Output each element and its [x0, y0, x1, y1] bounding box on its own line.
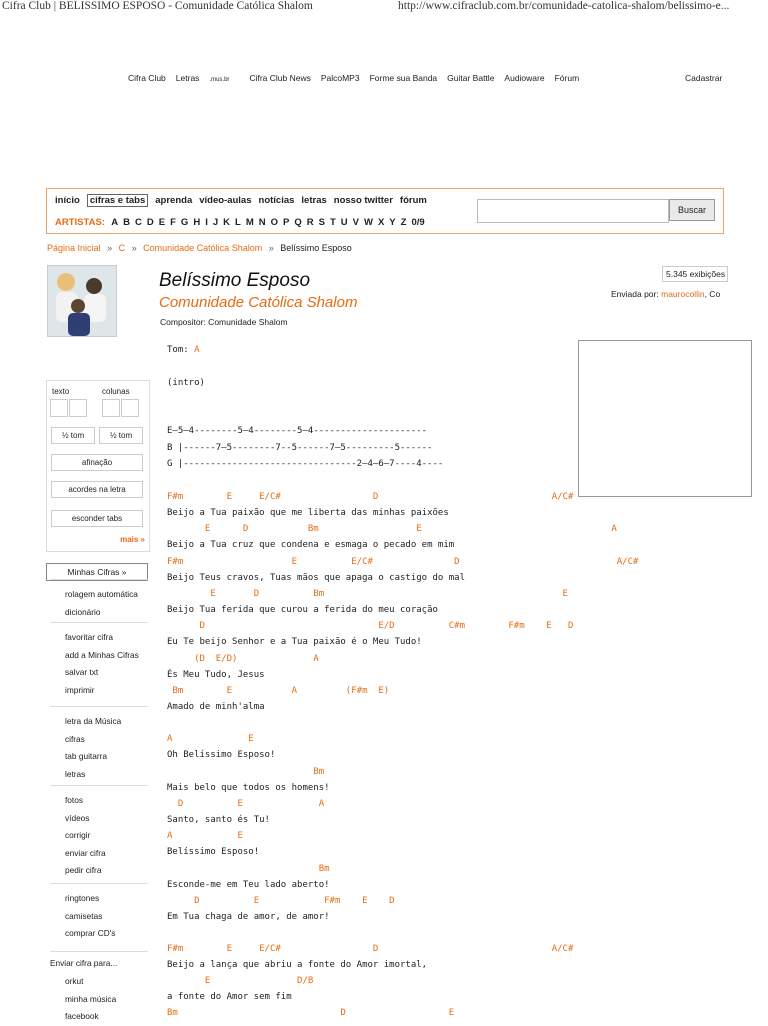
half-tone-up-button[interactable]: ½ tom: [99, 427, 143, 444]
side-menu-item[interactable]: salvar txt: [65, 667, 99, 678]
chord-line[interactable]: D E F#m E D: [167, 896, 395, 906]
top-nav-cifraclub[interactable]: Cifra Club: [128, 73, 166, 83]
one-column-button[interactable]: [102, 399, 120, 417]
artist-photo-image: [48, 266, 116, 336]
chord-line[interactable]: F#m E E/C# D A/C#: [167, 944, 574, 954]
side-menu-divider: [50, 706, 148, 707]
search-input[interactable]: [477, 199, 669, 223]
side-menu-divider: [50, 951, 148, 952]
top-nav-forme-banda[interactable]: Forme sua Banda: [369, 73, 438, 83]
side-menu-item[interactable]: letras: [65, 768, 86, 779]
chord-line[interactable]: Bm D E: [167, 1008, 455, 1018]
text-bigger-button[interactable]: [69, 399, 87, 417]
lyric-line: Em Tua chaga de amor, de amor!: [167, 912, 330, 922]
breadcrumb-letter[interactable]: C: [118, 243, 126, 253]
enviar-para-list: [65, 973, 116, 1026]
sent-by-user[interactable]: maurocollin: [661, 289, 705, 299]
lyric-line: Beijo a Tua cruz que condena e esmaga o pecado em mim: [167, 540, 455, 550]
top-nav-forum[interactable]: Fórum: [554, 73, 580, 83]
print-header: [0, 0, 768, 16]
tab-line-g: G |--------------------------------2—4—6—7----4----: [167, 459, 444, 469]
side-menu-group: [65, 792, 106, 880]
artist-letter-link[interactable]: A: [111, 217, 119, 228]
top-nav-audioware[interactable]: Audioware: [504, 73, 545, 83]
chord-line[interactable]: D E A: [167, 799, 325, 809]
side-menu-item[interactable]: cifras: [65, 733, 85, 744]
cadastrar-link[interactable]: Cadastrar: [685, 73, 723, 83]
side-menu-item[interactable]: pedir cifra: [65, 865, 102, 876]
artist-letter-link[interactable]: Z: [400, 217, 407, 228]
nav-letras[interactable]: letras: [301, 195, 327, 206]
breadcrumb-separator: »: [268, 243, 274, 253]
chord-line[interactable]: E D Bm E: [167, 589, 568, 599]
tom-label: Tom:: [167, 345, 195, 355]
chord-line[interactable]: F#m E E/C# D A/C#: [167, 492, 574, 502]
artist-letter-link[interactable]: V: [352, 217, 359, 228]
top-nav-letras[interactable]: [176, 73, 240, 83]
chord-line[interactable]: E D/B: [167, 976, 314, 986]
side-menu-item[interactable]: dicionário: [65, 606, 101, 617]
tom-value[interactable]: A: [194, 345, 200, 355]
half-tone-down-button[interactable]: ½ tom: [51, 427, 95, 444]
artist-letter-link[interactable]: W: [363, 217, 373, 228]
artist-letter-link[interactable]: J: [212, 217, 219, 228]
artist-letter-link[interactable]: O: [270, 217, 278, 228]
top-nav: [128, 73, 589, 83]
nav-video-aulas[interactable]: vídeo-aulas: [199, 195, 252, 206]
nav-aprenda[interactable]: aprenda: [155, 195, 193, 206]
artist-name[interactable]: Comunidade Católica Shalom: [159, 294, 358, 311]
chord-line[interactable]: A E: [167, 831, 243, 841]
side-menu-group: [65, 713, 121, 783]
side-menu-item[interactable]: imprimir: [65, 684, 95, 695]
breadcrumb-separator: »: [131, 243, 137, 253]
sent-by-extra: , Co: [704, 289, 721, 299]
nav-inicio[interactable]: início: [55, 195, 80, 206]
nav-cifras-tabs[interactable]: cifras e tabs: [87, 194, 148, 207]
lyric-line: És Meu Tudo, Jesus: [167, 670, 265, 680]
artist-letter-link[interactable]: 0/9: [411, 217, 425, 228]
side-menu-divider: [50, 883, 148, 884]
two-columns-button[interactable]: [121, 399, 139, 417]
artist-letter-link[interactable]: R: [306, 217, 314, 228]
side-menu-item[interactable]: add a Minhas Cifras: [65, 649, 139, 660]
artist-letter-link[interactable]: M: [245, 217, 254, 228]
side-menu-item[interactable]: letra da Música: [65, 716, 122, 726]
lyric-line: Beijo Tua ferida que curou a ferida do meu coração: [167, 605, 438, 615]
esconder-tabs-button[interactable]: esconder tabs: [51, 510, 143, 527]
views-count: 5.345 exibições: [662, 266, 728, 282]
sent-by-label: Enviada por:: [611, 289, 659, 299]
breadcrumb-artist[interactable]: Comunidade Católica Shalom: [143, 243, 263, 253]
side-menu-item[interactable]: rolagem automática: [65, 589, 138, 599]
artist-letter-link[interactable]: K: [223, 217, 230, 228]
side-menu-group: [65, 629, 139, 699]
chord-line[interactable]: Bm: [167, 864, 330, 874]
chord-line[interactable]: E D Bm E A: [167, 524, 617, 534]
side-menu-group: [65, 586, 138, 621]
artist-letter-link[interactable]: N: [258, 217, 266, 228]
enviar-para-label: Enviar cifra para...: [50, 958, 118, 968]
breadcrumb-home[interactable]: Página Inicial: [47, 243, 101, 253]
artist-letter-link[interactable]: P: [283, 217, 290, 228]
side-menu-item[interactable]: favoritar cifra: [65, 632, 113, 642]
share-item[interactable]: minha música: [65, 993, 117, 1004]
composer: Compositor: Comunidade Shalom: [160, 317, 288, 327]
side-menu-item[interactable]: enviar cifra: [65, 847, 106, 858]
lyric-line: Santo, santo és Tu!: [167, 815, 270, 825]
artist-letter-link[interactable]: G: [180, 217, 189, 228]
page-title: Cifra Club | BELISSIMO ESPOSO - Comunidade Católica Shalom: [2, 0, 313, 12]
share-item[interactable]: orkut: [65, 976, 84, 986]
main-nav: [46, 188, 724, 234]
mais-link[interactable]: mais »: [120, 535, 145, 544]
chord-line[interactable]: Bm: [167, 767, 325, 777]
side-menu-item[interactable]: vídeos: [65, 812, 90, 823]
lyric-line: Beijo a lança que abriu a fonte do Amor imortal,: [167, 960, 428, 970]
intro-label: (intro): [167, 378, 205, 388]
artist-letters: [55, 217, 430, 228]
lyric-line: Amado de minh'alma: [167, 702, 265, 712]
lyric-line: Eu Te beijo Senhor e a Tua paixão é o Meu Tudo!: [167, 637, 422, 647]
nav-noticias[interactable]: notícias: [258, 195, 295, 206]
artist-letter-link[interactable]: X: [377, 217, 385, 228]
lyric-line: Mais belo que todos os homens!: [167, 783, 330, 793]
breadcrumb-separator: »: [107, 243, 113, 253]
top-nav-guitar-battle[interactable]: Guitar Battle: [447, 73, 495, 83]
lyric-line: Oh Belíssimo Esposo!: [167, 750, 276, 760]
acordes-na-letra-button[interactable]: acordes na letra: [51, 481, 143, 498]
side-menu-item[interactable]: tab guitarra: [65, 751, 107, 762]
side-menu-group: [65, 890, 115, 943]
display-tools: [46, 380, 150, 552]
artist-letter-link[interactable]: I: [205, 217, 208, 228]
minhas-cifras-button[interactable]: Minhas Cifras »: [46, 563, 148, 581]
text-smaller-button[interactable]: [50, 399, 68, 417]
top-nav-palcomp3[interactable]: PalcoMP3: [320, 73, 360, 83]
chord-line[interactable]: Bm E A (F#m E): [167, 686, 390, 696]
artist-letter-link[interactable]: T: [329, 217, 336, 228]
side-menu-divider: [50, 622, 148, 623]
artists-label: ARTISTAS:: [55, 217, 105, 228]
breadcrumb-song: Belíssimo Esposo: [280, 243, 352, 253]
tab-line-e: E—5—4--------5—4--------5—4---------------------: [167, 426, 428, 436]
lyric-line: a fonte do Amor sem fim: [167, 992, 292, 1002]
artist-letter-link[interactable]: Q: [294, 217, 302, 228]
share-item[interactable]: facebook: [65, 1011, 99, 1022]
artist-photo[interactable]: [47, 265, 117, 337]
chord-line[interactable]: F#m E E/C# D A/C#: [167, 557, 639, 567]
nav-twitter[interactable]: nosso twitter: [333, 195, 393, 206]
artist-letter-link[interactable]: B: [123, 217, 131, 228]
side-menu-divider: [50, 579, 148, 580]
side-menu-item[interactable]: ringtones: [65, 893, 100, 903]
top-nav-news[interactable]: Cifra Club News: [249, 73, 311, 83]
search-button[interactable]: Buscar: [669, 199, 715, 221]
artist-letter-link[interactable]: S: [318, 217, 325, 228]
chord-line[interactable]: D E/D C#m F#m E D: [167, 621, 574, 631]
side-menu-item[interactable]: camisetas: [65, 910, 103, 921]
tab-line-b: B |------7—5--------7--5------7—5---------5------: [167, 443, 433, 453]
artist-letter-link[interactable]: D: [146, 217, 154, 228]
artist-letter-link[interactable]: U: [340, 217, 348, 228]
top-nav-letras-suffix: .mus.br: [209, 77, 230, 83]
lyric-line: Beijo a Tua paixão que me liberta das minhas paixões: [167, 508, 449, 518]
side-menu-item[interactable]: comprar CD's: [65, 928, 116, 939]
sent-by: [611, 289, 720, 299]
main-nav-links: [55, 194, 434, 207]
artist-letter-link[interactable]: Y: [389, 217, 396, 228]
artist-letter-link[interactable]: H: [193, 217, 201, 228]
artist-letter-link[interactable]: L: [235, 217, 241, 228]
artist-letter-link[interactable]: E: [158, 217, 166, 228]
nav-forum[interactable]: fórum: [399, 195, 427, 206]
song-title: Belíssimo Esposo: [159, 270, 311, 291]
lyric-line: Esconde-me em Teu lado aberto!: [167, 880, 330, 890]
chord-line[interactable]: (D E/D) A: [167, 654, 319, 664]
afinacao-button[interactable]: afinação: [51, 454, 143, 471]
artist-letter-link[interactable]: C: [135, 217, 142, 228]
artist-letter-link[interactable]: F: [170, 217, 176, 228]
top-nav-letras-label: Letras: [175, 73, 200, 83]
lyric-line: Beijo Teus cravos, Tuas mãos que apaga o castigo do mal: [167, 573, 466, 583]
side-menu-item[interactable]: fotos: [65, 795, 83, 805]
side-menu-divider: [50, 785, 148, 786]
side-menu-item[interactable]: corrigir: [65, 830, 91, 841]
texto-label: texto: [52, 387, 70, 396]
page-url: http://www.cifraclub.com.br/comunidade-catolica-shalom/belissimo-e...: [398, 0, 730, 12]
breadcrumb: [47, 243, 352, 253]
colunas-label: colunas: [102, 387, 130, 396]
ad-box: [578, 340, 752, 497]
chord-line[interactable]: A E: [167, 734, 254, 744]
lyric-line: Belíssimo Esposo!: [167, 847, 260, 857]
tom-line: [167, 345, 200, 355]
